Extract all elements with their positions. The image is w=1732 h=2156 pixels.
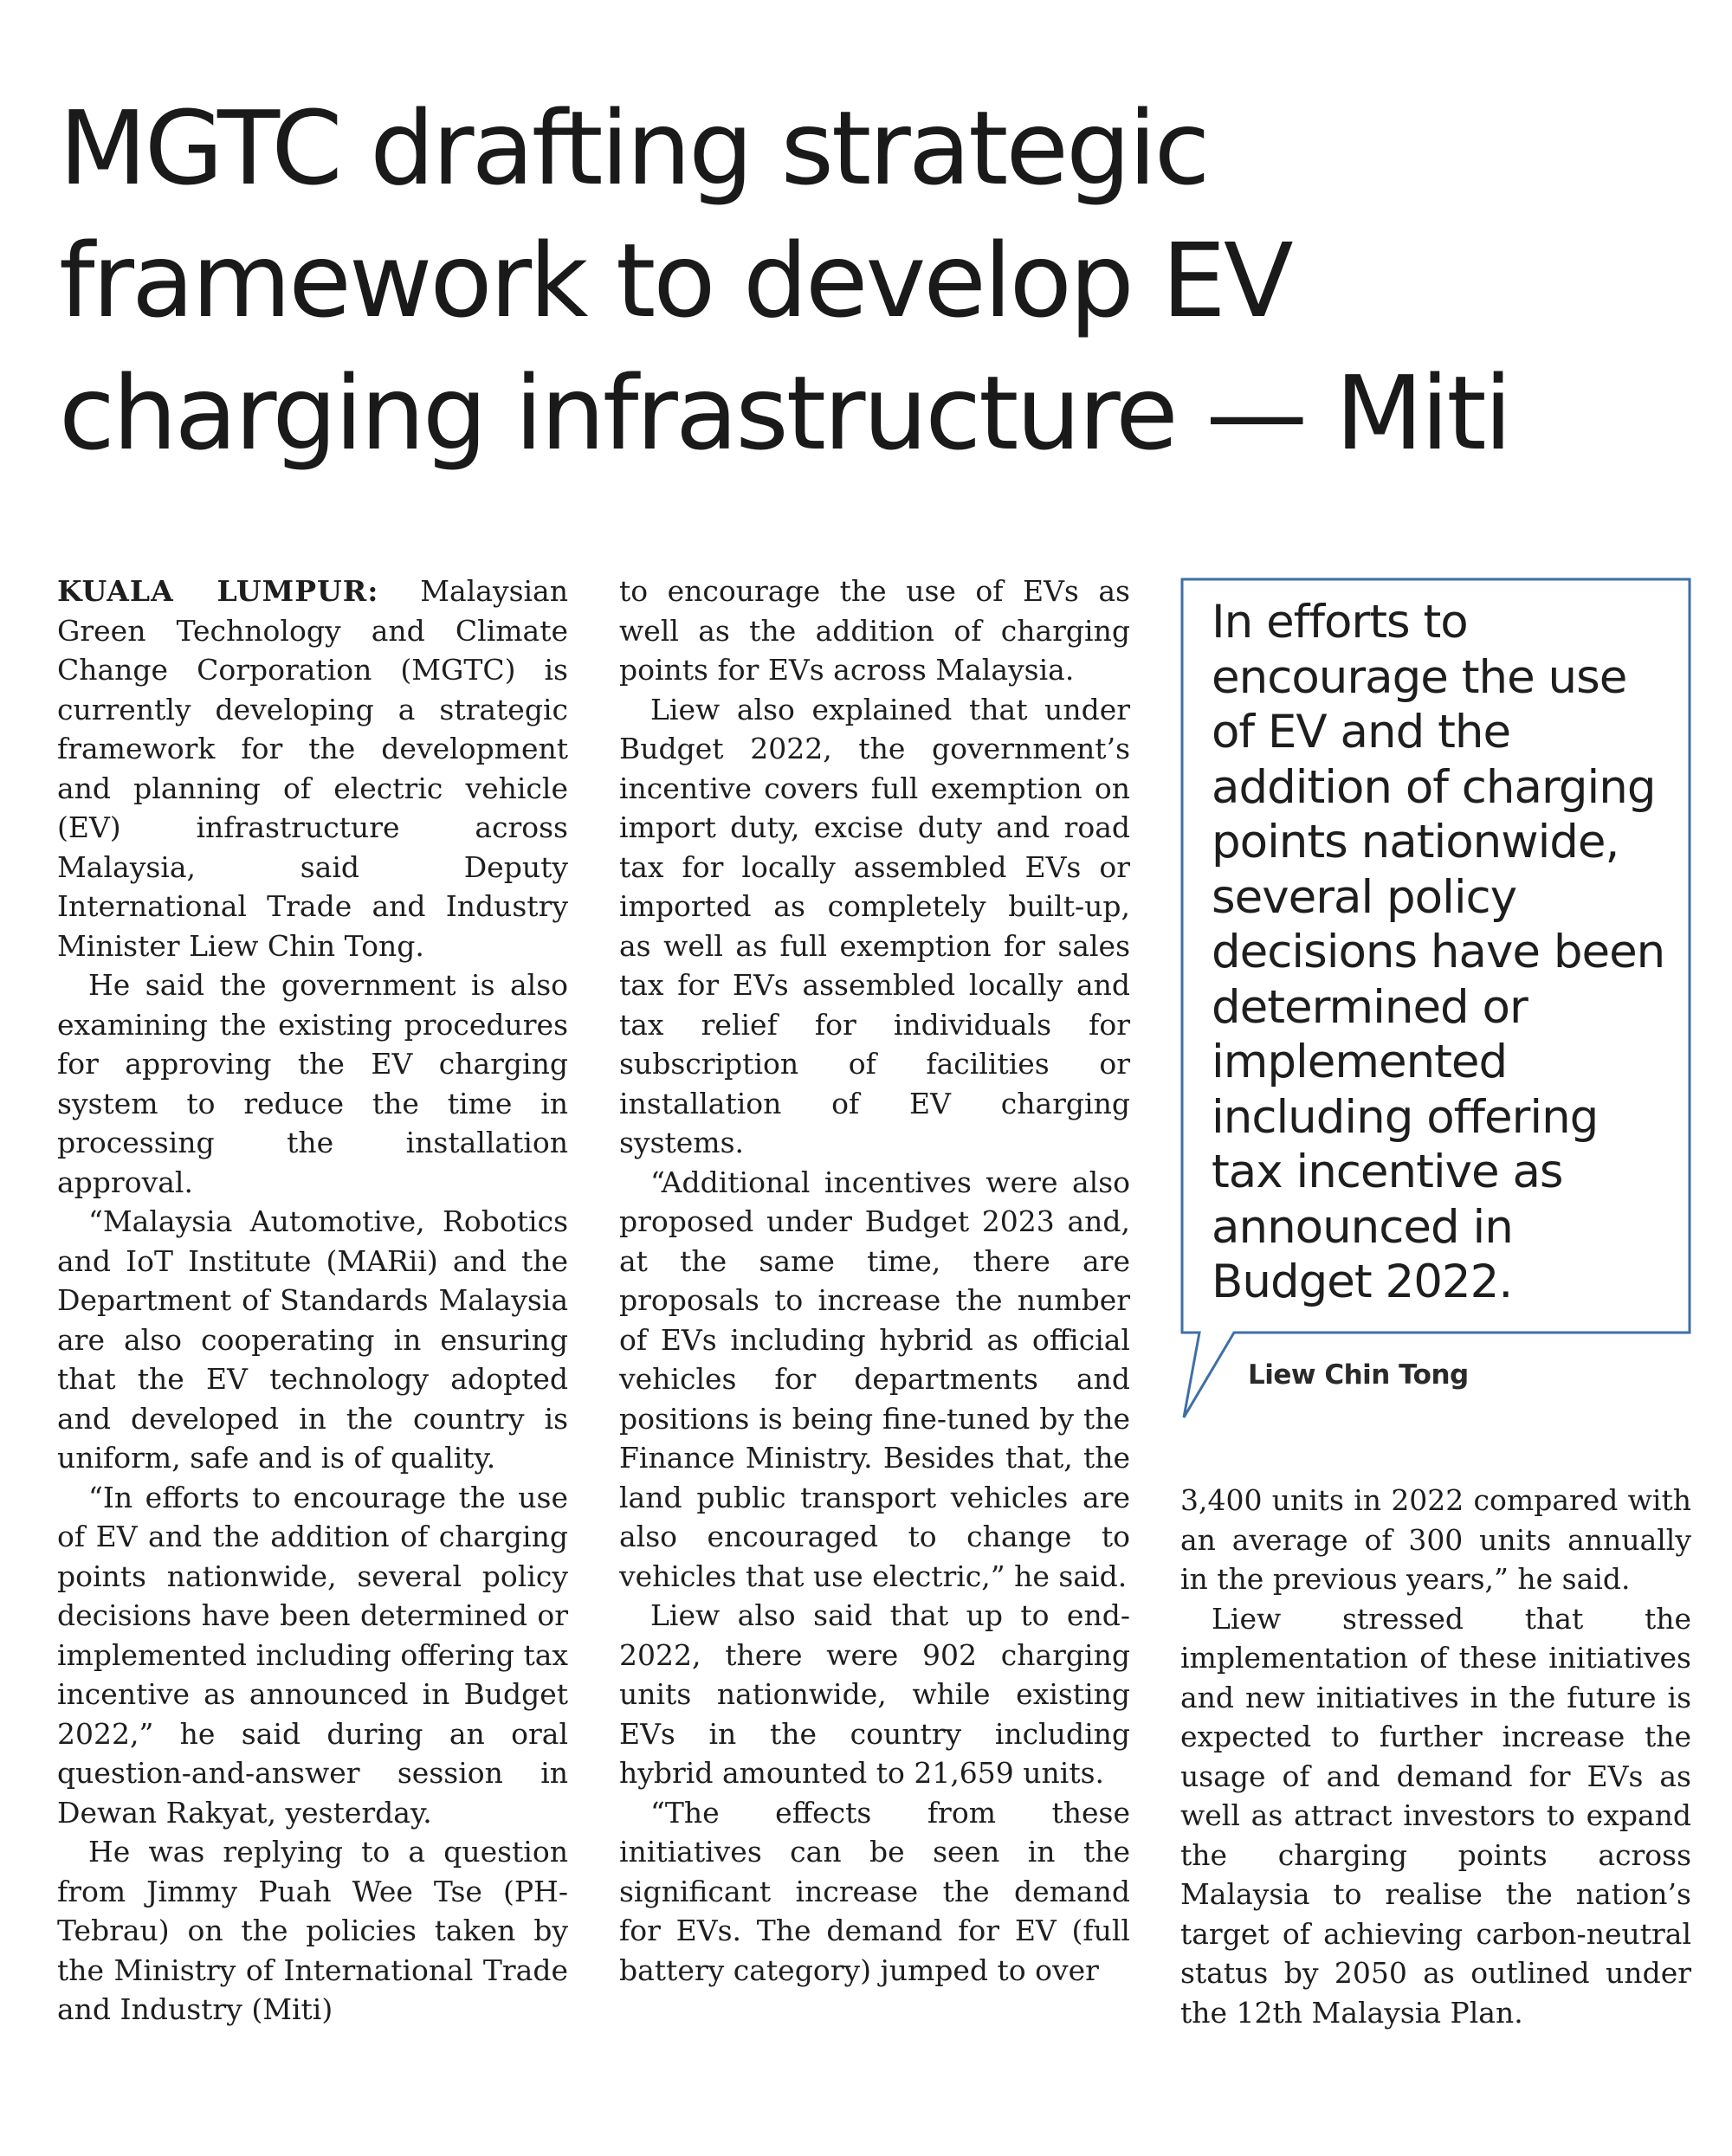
pull-quote-attribution: Liew Chin Tong: [1248, 1359, 1469, 1391]
article-column-1: [57, 571, 568, 2030]
paragraph: “Additional incentives were also proposed under Budget 2023 and, at the same time, there are proposals to increase the number of EVs including hybrid as official vehicles for departments and positions is being fine-tuned by the Finance Ministry. Besides that, the land public transport vehicles are also encouraged to change to vehicles that use electric,” he said.: [619, 1165, 1130, 1593]
paragraph-text: Malaysian Green Technology and Climate Change Corporation (MGTC) is currently developing a strategic framework for the development and planning of electric vehicle (EV) infrastructure across Malaysia, said Deputy International Trade and Industry Minister Liew Chin Tong.: [57, 574, 568, 963]
paragraph: “The effects from these initiatives can be seen in the significant increase the demand for EVs. The demand for EV (full battery category) jumped to over: [619, 1795, 1130, 1987]
paragraph: 3,400 units in 2022 compared with an average of 300 units annually in the previous years,” he said.: [1180, 1483, 1691, 1596]
article-column-3: [1180, 1481, 1691, 2032]
paragraph: “In efforts to encourage the use of EV and the addition of charging points nationwide, several policy decisions have been determined or implemented including offering tax incentive as announced in Budget 2022,” he said during an oral question-and-answer session in Dewan Rakyat, yesterday.: [57, 1480, 568, 1830]
paragraph: to encourage the use of EVs as well as the addition of charging points for EVs across Malaysia.: [619, 574, 1130, 687]
paragraph: He said the government is also examining the existing procedures for approving the EV charging system to reduce the time in processing the installation approval.: [57, 968, 568, 1199]
paragraph: Liew stressed that the implementation of these initiatives and new initiatives in the future is expected to further increase the usage of and demand for EVs as well as attract investors to expand the charging points across Malaysia to realise the nation’s target of achieving carbon-neutral status by 2050 as outlined under the 12th Malaysia Plan.: [1180, 1601, 1691, 2030]
pull-quote: [1180, 578, 1691, 1474]
paragraph: “Malaysia Automotive, Robotics and IoT Institute (MARii) and the Department of Standards Malaysia are also cooperating in ensuring that the EV technology adopted and developed in the country is uniform, safe and is of quality.: [57, 1204, 568, 1475]
dateline: KUALA LUMPUR:: [57, 574, 379, 608]
paragraph: Liew also said that up to end-2022, there were 902 charging units nationwide, while existing EVs in the country including hybrid amounted to 21,659 units.: [619, 1598, 1130, 1790]
paragraph: [57, 571, 568, 965]
paragraph: Liew also explained that under Budget 2022, the government’s incentive covers full exemption on import duty, excise duty and road tax for locally assembled EVs or imported as completely built-up, as well as full exemption for sales tax for EVs assembled locally and tax relief for individuals for subscription of facilities or installation of EV charging systems.: [619, 692, 1130, 1159]
pull-quote-text: In efforts to encourage the use of EV and the addition of charging points nationwide, several policy decisions have been determined or implemented including offering tax incentive as announced in Budget 2022.: [1212, 596, 1665, 1308]
article-column-2: [619, 571, 1130, 1990]
headline: MGTC drafting strategic framework to develop EV charging infrastructure — Miti: [59, 88, 1510, 473]
paragraph: He was replying to a question from Jimmy Puah Wee Tse (PH-Tebrau) on the policies taken by the Ministry of International Trade and Industry (Miti): [57, 1835, 568, 2026]
